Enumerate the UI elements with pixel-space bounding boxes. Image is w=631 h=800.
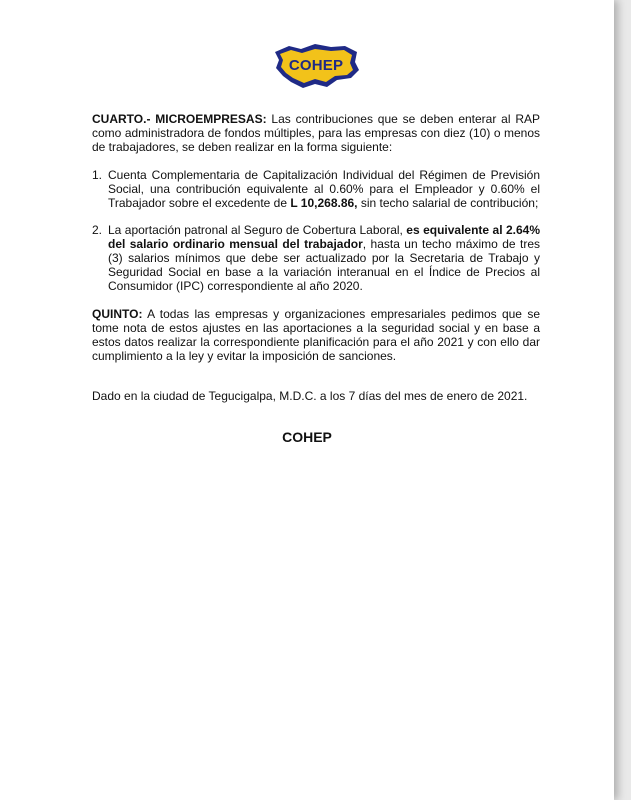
list-item-text-end: sin techo salarial de contribución;: [357, 196, 539, 210]
document-body: [92, 112, 540, 403]
quinto-heading: QUINTO:: [92, 307, 143, 321]
list-item: [92, 168, 540, 210]
cuarto-text: Las contribuciones que se deben enterar al RAP como administradora de fondos múltiples, para las empresas con diez (10) o menos de trabajadores, se deben realizar en la forma siguiente:: [92, 112, 540, 154]
quinto-paragraph: [92, 307, 540, 363]
logo-text: COHEP: [288, 57, 344, 74]
cohep-logo: [271, 40, 361, 92]
contribution-list: [92, 168, 540, 293]
list-item-number: 2.: [92, 223, 103, 237]
list-item-text: La aportación patronal al Seguro de Cobertura Laboral,: [108, 223, 407, 237]
signature: COHEP: [282, 429, 332, 445]
cuarto-heading: CUARTO.- MICROEMPRESAS:: [92, 112, 267, 126]
list-item-bold: es equivalente al 2.64% del salario ordinario mensual del trabajador: [108, 223, 540, 251]
quinto-text: A todas las empresas y organizaciones empresariales pedimos que se tome nota de estos ajustes en las aportaciones a la seguridad social y en base a estos datos realizar la correspondiente planificación para el año 2021 y con ello dar cumplimiento a la ley y evitar la imposición de sanciones.: [92, 307, 540, 363]
date-place-line: Dado en la ciudad de Tegucigalpa, M.D.C. a los 7 días del mes de enero de 2021.: [92, 389, 528, 403]
list-item-text: Cuenta Complementaria de Capitalización Individual del Régimen de Previsión Social, una contribución equivalente al 0.60% para el Empleador y 0.60% el Trabajador sobre el excedente de: [108, 168, 540, 210]
list-item-number: 1.: [92, 168, 103, 182]
cuarto-paragraph: [92, 112, 540, 154]
list-item-bold: L 10,268.86,: [290, 196, 358, 210]
list-item-text-end: , hasta un techo máximo de tres (3) salarios mínimos que debe ser actualizado por la Secretaria de Trabajo y Seguridad Social en base a la variación interanual en el Índice de Precios al Consumidor (IPC) correspondiente al año 2020.: [108, 237, 540, 293]
list-item: [92, 223, 540, 293]
